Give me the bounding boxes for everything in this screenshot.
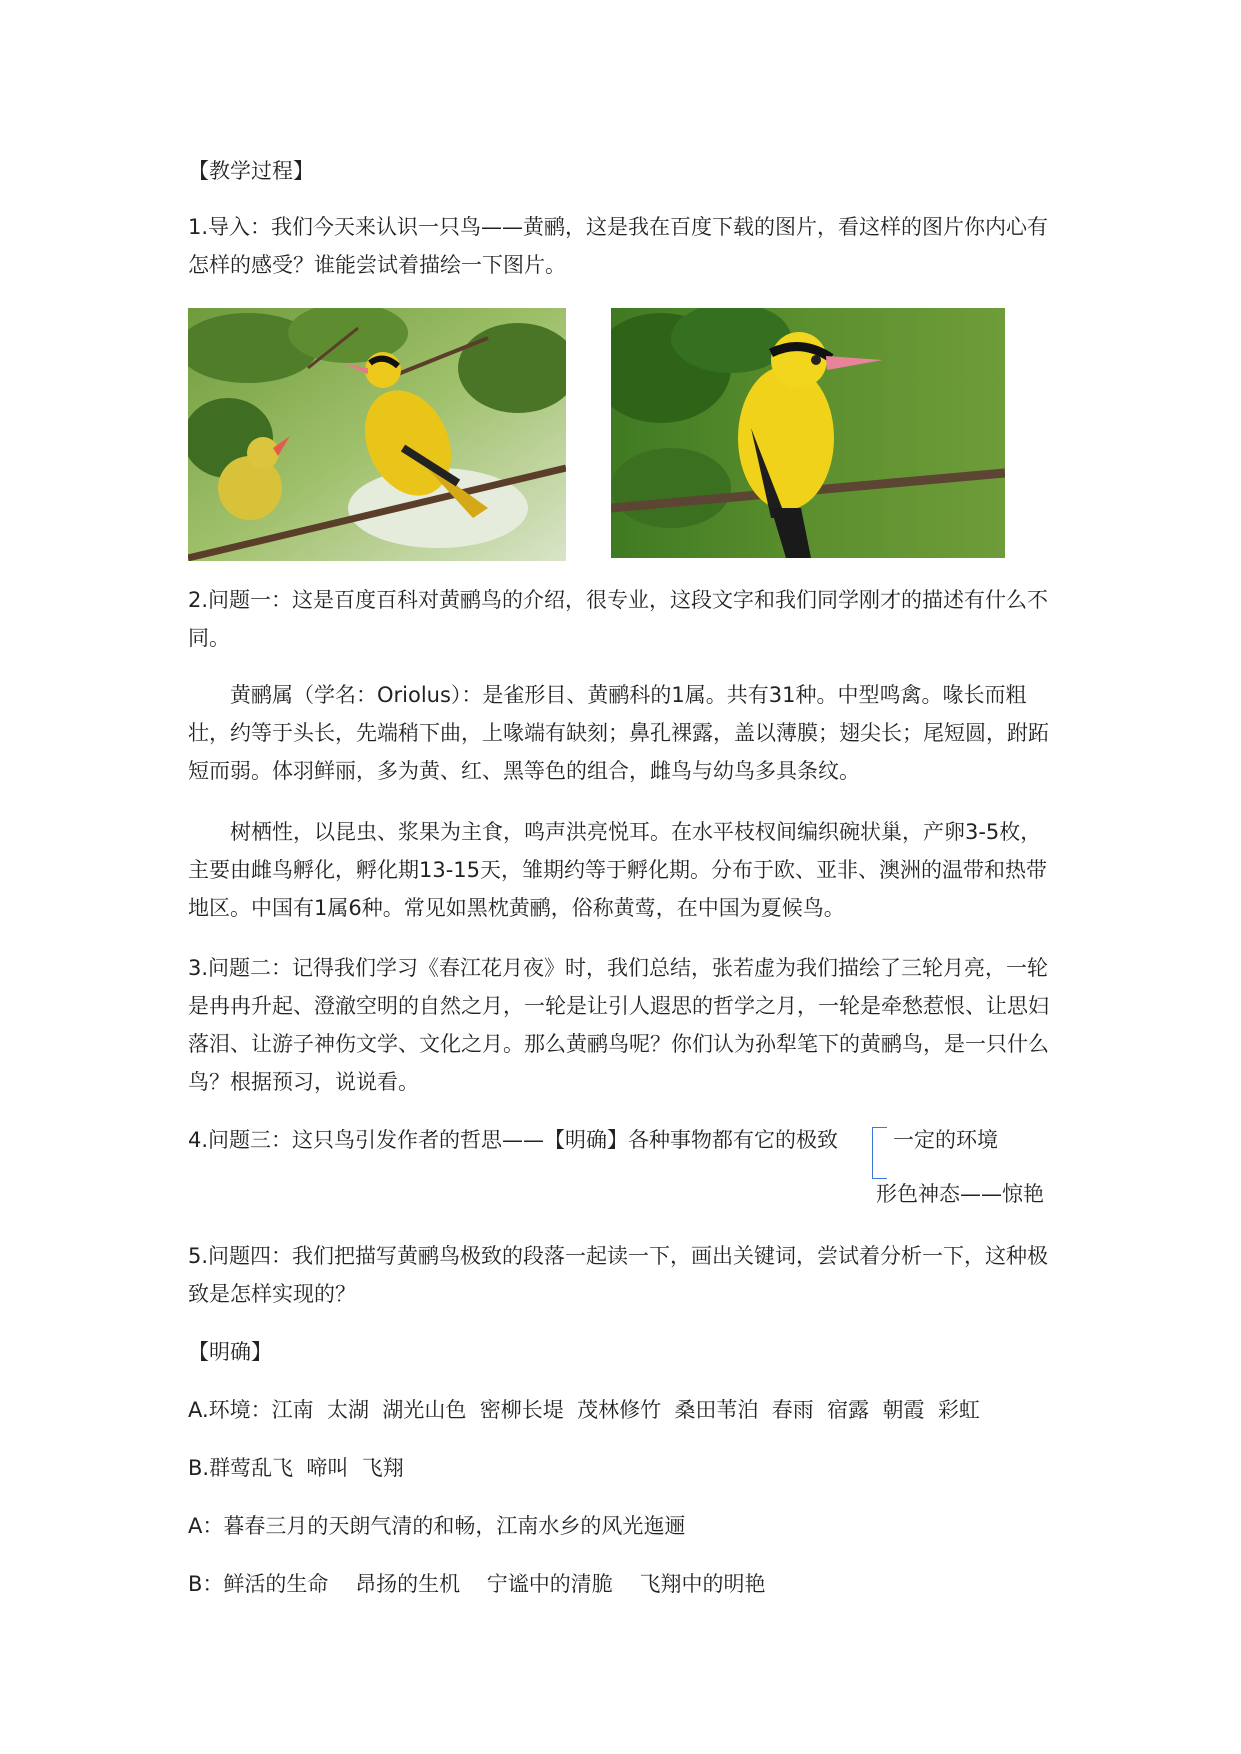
paragraph-question-3: 4.问题三：这只鸟引发作者的哲思——【明确】各种事物都有它的极致: [188, 1128, 839, 1152]
paragraph-intro: 1.导入：我们今天来认识一只鸟——黄鹂，这是我在百度下载的图片，看这样的图片你内心有怎样的感受？谁能尝试着描绘一下图片。: [188, 215, 1049, 277]
section-heading: 【教学过程】: [188, 159, 314, 183]
branch-environment: 一定的环境: [893, 1128, 998, 1152]
answer-line-b2: B：鲜活的生命 昂扬的生机 宁谧中的清脆 飞翔中的明艳: [188, 1572, 766, 1596]
answer-line-a2: A：暮春三月的天朗气清的和畅，江南水乡的风光迤逦: [188, 1514, 686, 1538]
clarify-heading: 【明确】: [188, 1340, 272, 1364]
paragraph-question-1: 2.问题一：这是百度百科对黄鹂鸟的介绍，很专业，这段文字和我们同学刚才的描述有什么不同。: [188, 588, 1049, 650]
paragraph-question-2: 3.问题二：记得我们学习《春江花月夜》时，我们总结，张若虚为我们描绘了三轮月亮，一轮是冉冉升起、澄澈空明的自然之月，一轮是让引人遐思的哲学之月，一轮是牵愁惹恨、让思妇落泪、让游子神伤文学、文化之月。那么黄鹂鸟呢？你们认为孙犁笔下的黄鹂鸟，是一只什么鸟？根据预习，说说看。: [188, 956, 1049, 1094]
baike-quote-1: 黄鹂属（学名：Oriolus）：是雀形目、黄鹂科的1属。共有31种。中型鸣禽。喙长而粗壮，约等于头长，先端稍下曲，上喙端有缺刻；鼻孔裸露，盖以薄膜；翅尖长；尾短圆，跗跖短而弱。体羽鲜丽，多为黄、红、黑等色的组合，雌鸟与幼鸟多具条纹。: [188, 683, 1049, 783]
branch-appearance: 形色神态——惊艳: [876, 1182, 1044, 1206]
baike-quote-2: 树栖性，以昆虫、浆果为主食，鸣声洪亮悦耳。在水平枝杈间编织碗状巢，产卵3-5枚，主要由雌鸟孵化，孵化期13-15天，雏期约等于孵化期。分布于欧、亚非、澳洲的温带和热带地区。中国有1属6种。常见如黑枕黄鹂，俗称黄莺，在中国为夏候鸟。: [188, 820, 1048, 920]
oriole-on-branch-photo: [611, 308, 1005, 558]
paragraph-question-4: 5.问题四：我们把描写黄鹂鸟极致的段落一起读一下，画出关键词，尝试着分析一下，这种极致是怎样实现的？: [188, 1244, 1049, 1306]
oriole-parent-and-chick-photo: [188, 308, 566, 561]
answer-line-a: A.环境：江南 太湖 湖光山色 密柳长堤 茂林修竹 桑田苇泊 春雨 宿露 朝霞 彩虹: [188, 1398, 980, 1422]
answer-line-b: B.群莺乱飞 啼叫 飞翔: [188, 1456, 404, 1480]
branch-bracket: [872, 1127, 887, 1179]
